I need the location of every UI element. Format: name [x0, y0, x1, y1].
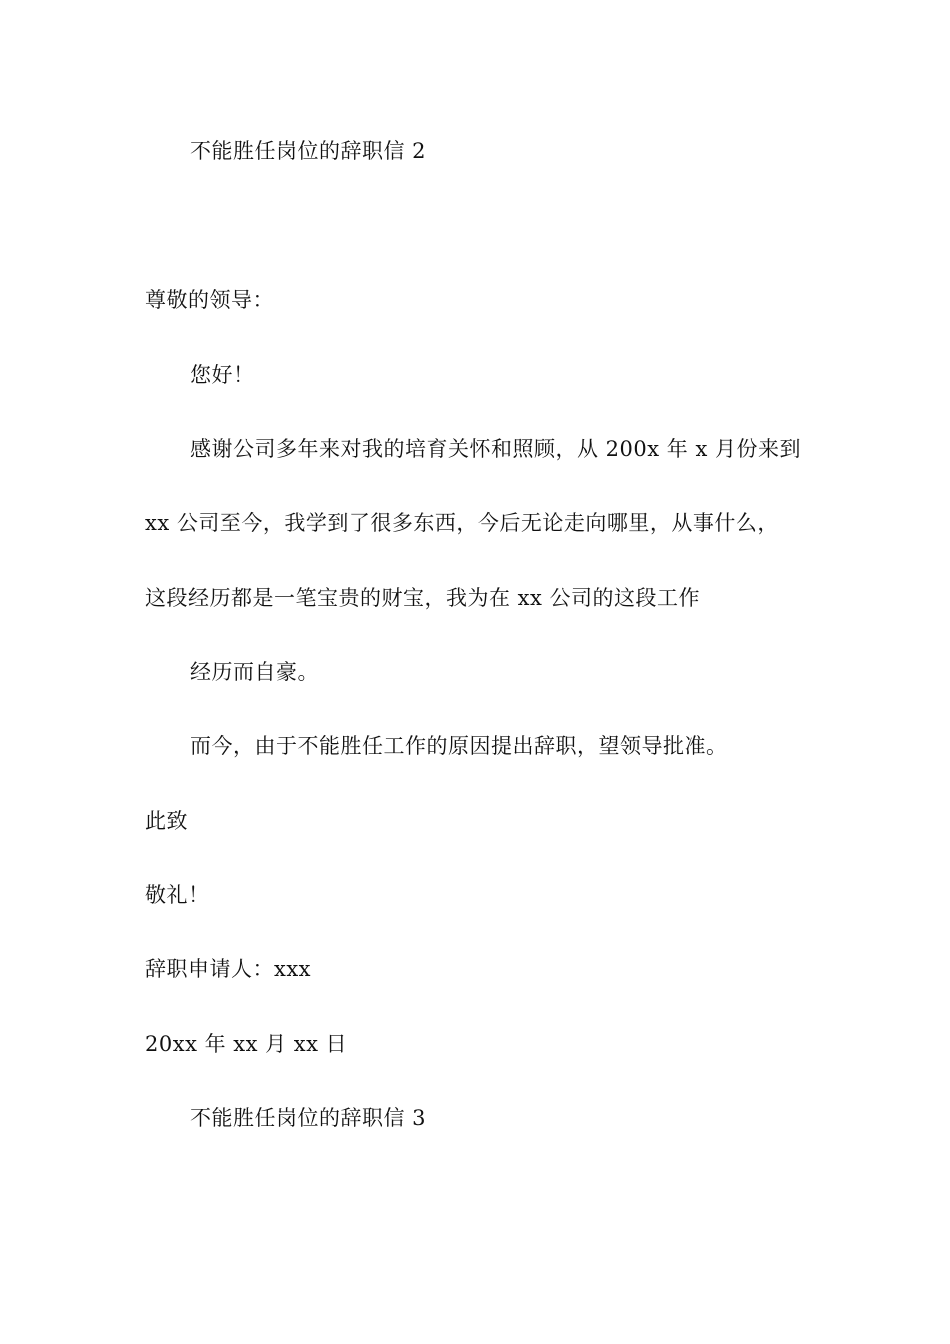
body-paragraph-line-2: xx 公司至今，我学到了很多东西，今后无论走向哪里，从事什么，	[145, 511, 779, 535]
date: 20xx 年 xx 月 xx 日	[145, 1032, 348, 1056]
body-paragraph-line-3: 这段经历都是一笔宝贵的财宝，我为在 xx 公司的这段工作	[145, 586, 701, 610]
salutation: 尊敬的领导：	[145, 288, 274, 312]
signature: 辞职申请人：xxx	[145, 957, 312, 981]
body-paragraph-line-5: 而今，由于不能胜任工作的原因提出辞职，望领导批准。	[190, 734, 728, 758]
body-paragraph-line-4: 经历而自豪。	[190, 660, 319, 684]
body-paragraph-line-1: 感谢公司多年来对我的培育关怀和照顾，从 200x 年 x 月份来到	[190, 437, 801, 461]
greeting: 您好！	[190, 363, 255, 387]
closing-line-2: 敬礼！	[145, 883, 210, 907]
letter-heading-3: 不能胜任岗位的辞职信 3	[190, 1106, 427, 1130]
letter-heading-2: 不能胜任岗位的辞职信 2	[190, 139, 427, 163]
closing-line-1: 此致	[145, 809, 188, 833]
